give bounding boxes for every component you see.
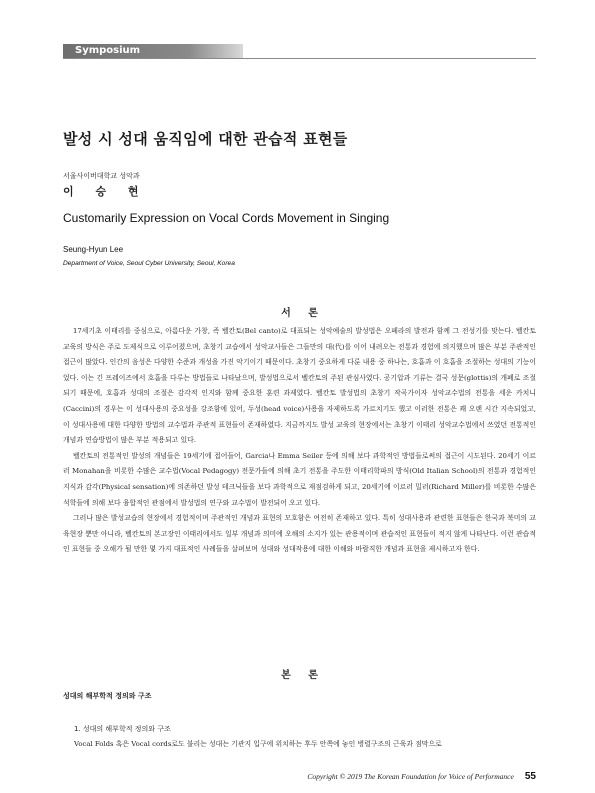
subsection-heading: 성대의 해부학적 정의와 구조 <box>63 692 152 700</box>
author-name-korean: 이 승 현 <box>63 185 139 198</box>
author-name-english: Seung-Hyun Lee <box>63 245 124 254</box>
body-heading: 본 론 <box>281 670 318 681</box>
department-english: Department of Voice, Seoul Cyber University, Seoul, Korea <box>63 260 235 267</box>
intro-paragraph: 벨칸토의 전통적인 발성의 개념들은 19세기에 접어들어, Garcia나 Emma Seiler 등에 의해 보다 과학적인 방법들로써의 접근이 시도된다. 20세기 이르러 Monahan을 비롯한 수많은 교수법(Vocal Pedagogy) 전문가들에 의해 초기 전통을 주도한 이태리학파의 방식(Old Italian School)의 전통과 경험적인 지식과 감각(Physical sensation)에 의존하던 발성 테크닉들을 보다 과학적으로 재점검하게 되고, 20세기에 이르러 밀러(Richard Miller)를 비롯한 수많은 석학들에 의해 보다 융합적인 관점에서 발성법의 연구와 교수법이 발전되어 오고 있다. <box>63 451 536 507</box>
numbered-item-heading: 1. 성대의 해부학적 정의와 구조 <box>74 725 171 733</box>
author-affiliation: 서울사이버대학교 성악과 <box>63 172 140 180</box>
intro-heading: 서 론 <box>281 308 318 319</box>
page-number: 55 <box>524 771 536 782</box>
article-title-korean: 발성 시 성대 움직임에 대한 관습적 표현들 <box>63 130 348 148</box>
copyright-notice: Copyright © 2019 The Korean Foundation for Voice of Performance <box>307 772 514 781</box>
section-tab <box>63 44 536 59</box>
section-label: Symposium <box>63 44 243 58</box>
intro-paragraph: 그러나 많은 발성교습의 현장에서 경험적이며 주관적인 개념과 표현의 모호함은 여전히 존재하고 있다. 특히 성대사용과 관련한 표현들은 한국과 북미의 교육현장 뿐만 아니라, 벨칸토의 본고장인 이태리에서도 일부 개념과 의미에 오해의 소지가 있는 관용적이며 관습적인 표현들이 적지 않게 나타난다. 이런 관습적인 표현들 중 오해가 될 만한 몇 가지 대표적인 사례들을 살펴보며 성대와 성대작용에 대한 이해와 바람직한 개념과 표현을 제시하고자 한다. <box>63 514 536 554</box>
intro-paragraph: 17세기초 이태리를 중심으로, 아름다운 가창, 즉 벨칸토(Bel canto)로 대표되는 성악예술의 발성법은 오페라의 발전과 함께 그 전성기를 맞는다. 벨칸토 교육의 방식은 주로 도제식으로 이루어졌으며, 초창기 교습에서 성악교사들은 그들만의 대(代)를 이어 내려오는 전통과 경험에 의지했으며 많은 부분 주관적인 접근이 많았다. 인간의 음성은 다양한 수준과 개성을 가진 악기이기 때문이다. 초창기 중요하게 다룬 내용 중 하나는, 호흡과 이 호흡을 조절하는 성대의 기능이었다. 이는 긴 프레이즈에서 호흡을 다루는 방법들로 나타났으며, 발성법으로서 벨칸토의 주된 관심사였다. 공기압과 기류는 결국 성문(glottis)의 개폐로 조절되기 때문에, 호흡과 성대의 조절은 감각적 인지와 함께 중요한 훈련 과제였다. 벨칸토 발성법의 초창기 작곡가이자 성악교수법의 전통을 세운 카치니(Caccini)의 경우는 이 성대사용의 중요성을 강조함에 있어, 두성(head voice)사용을 자제하도록 가르치기도 했고 이러한 전통은 꽤 오랜 시간 지속되었고, 이 성대사용에 대한 다양한 방법의 교수법과 주관적 표현들이 존재하였다. 지금까지도 발성 교육의 현장에서는 초창기 이태리 성악교수법에서 쓰였던 전통적인 개념과 연습방법이 많은 부분 적용되고 있다. <box>63 327 536 445</box>
intro-body <box>63 324 536 558</box>
numbered-item-text: Vocal Folds 혹은 Vocal cords로도 불리는 성대는 기관지 입구에 위치하는 후두 안쪽에 놓인 병렬구조의 근육과 점막으로 <box>74 740 442 748</box>
article-title-english: Customarily Expression on Vocal Cords Movement in Singing <box>63 211 390 225</box>
page-footer <box>307 764 536 783</box>
